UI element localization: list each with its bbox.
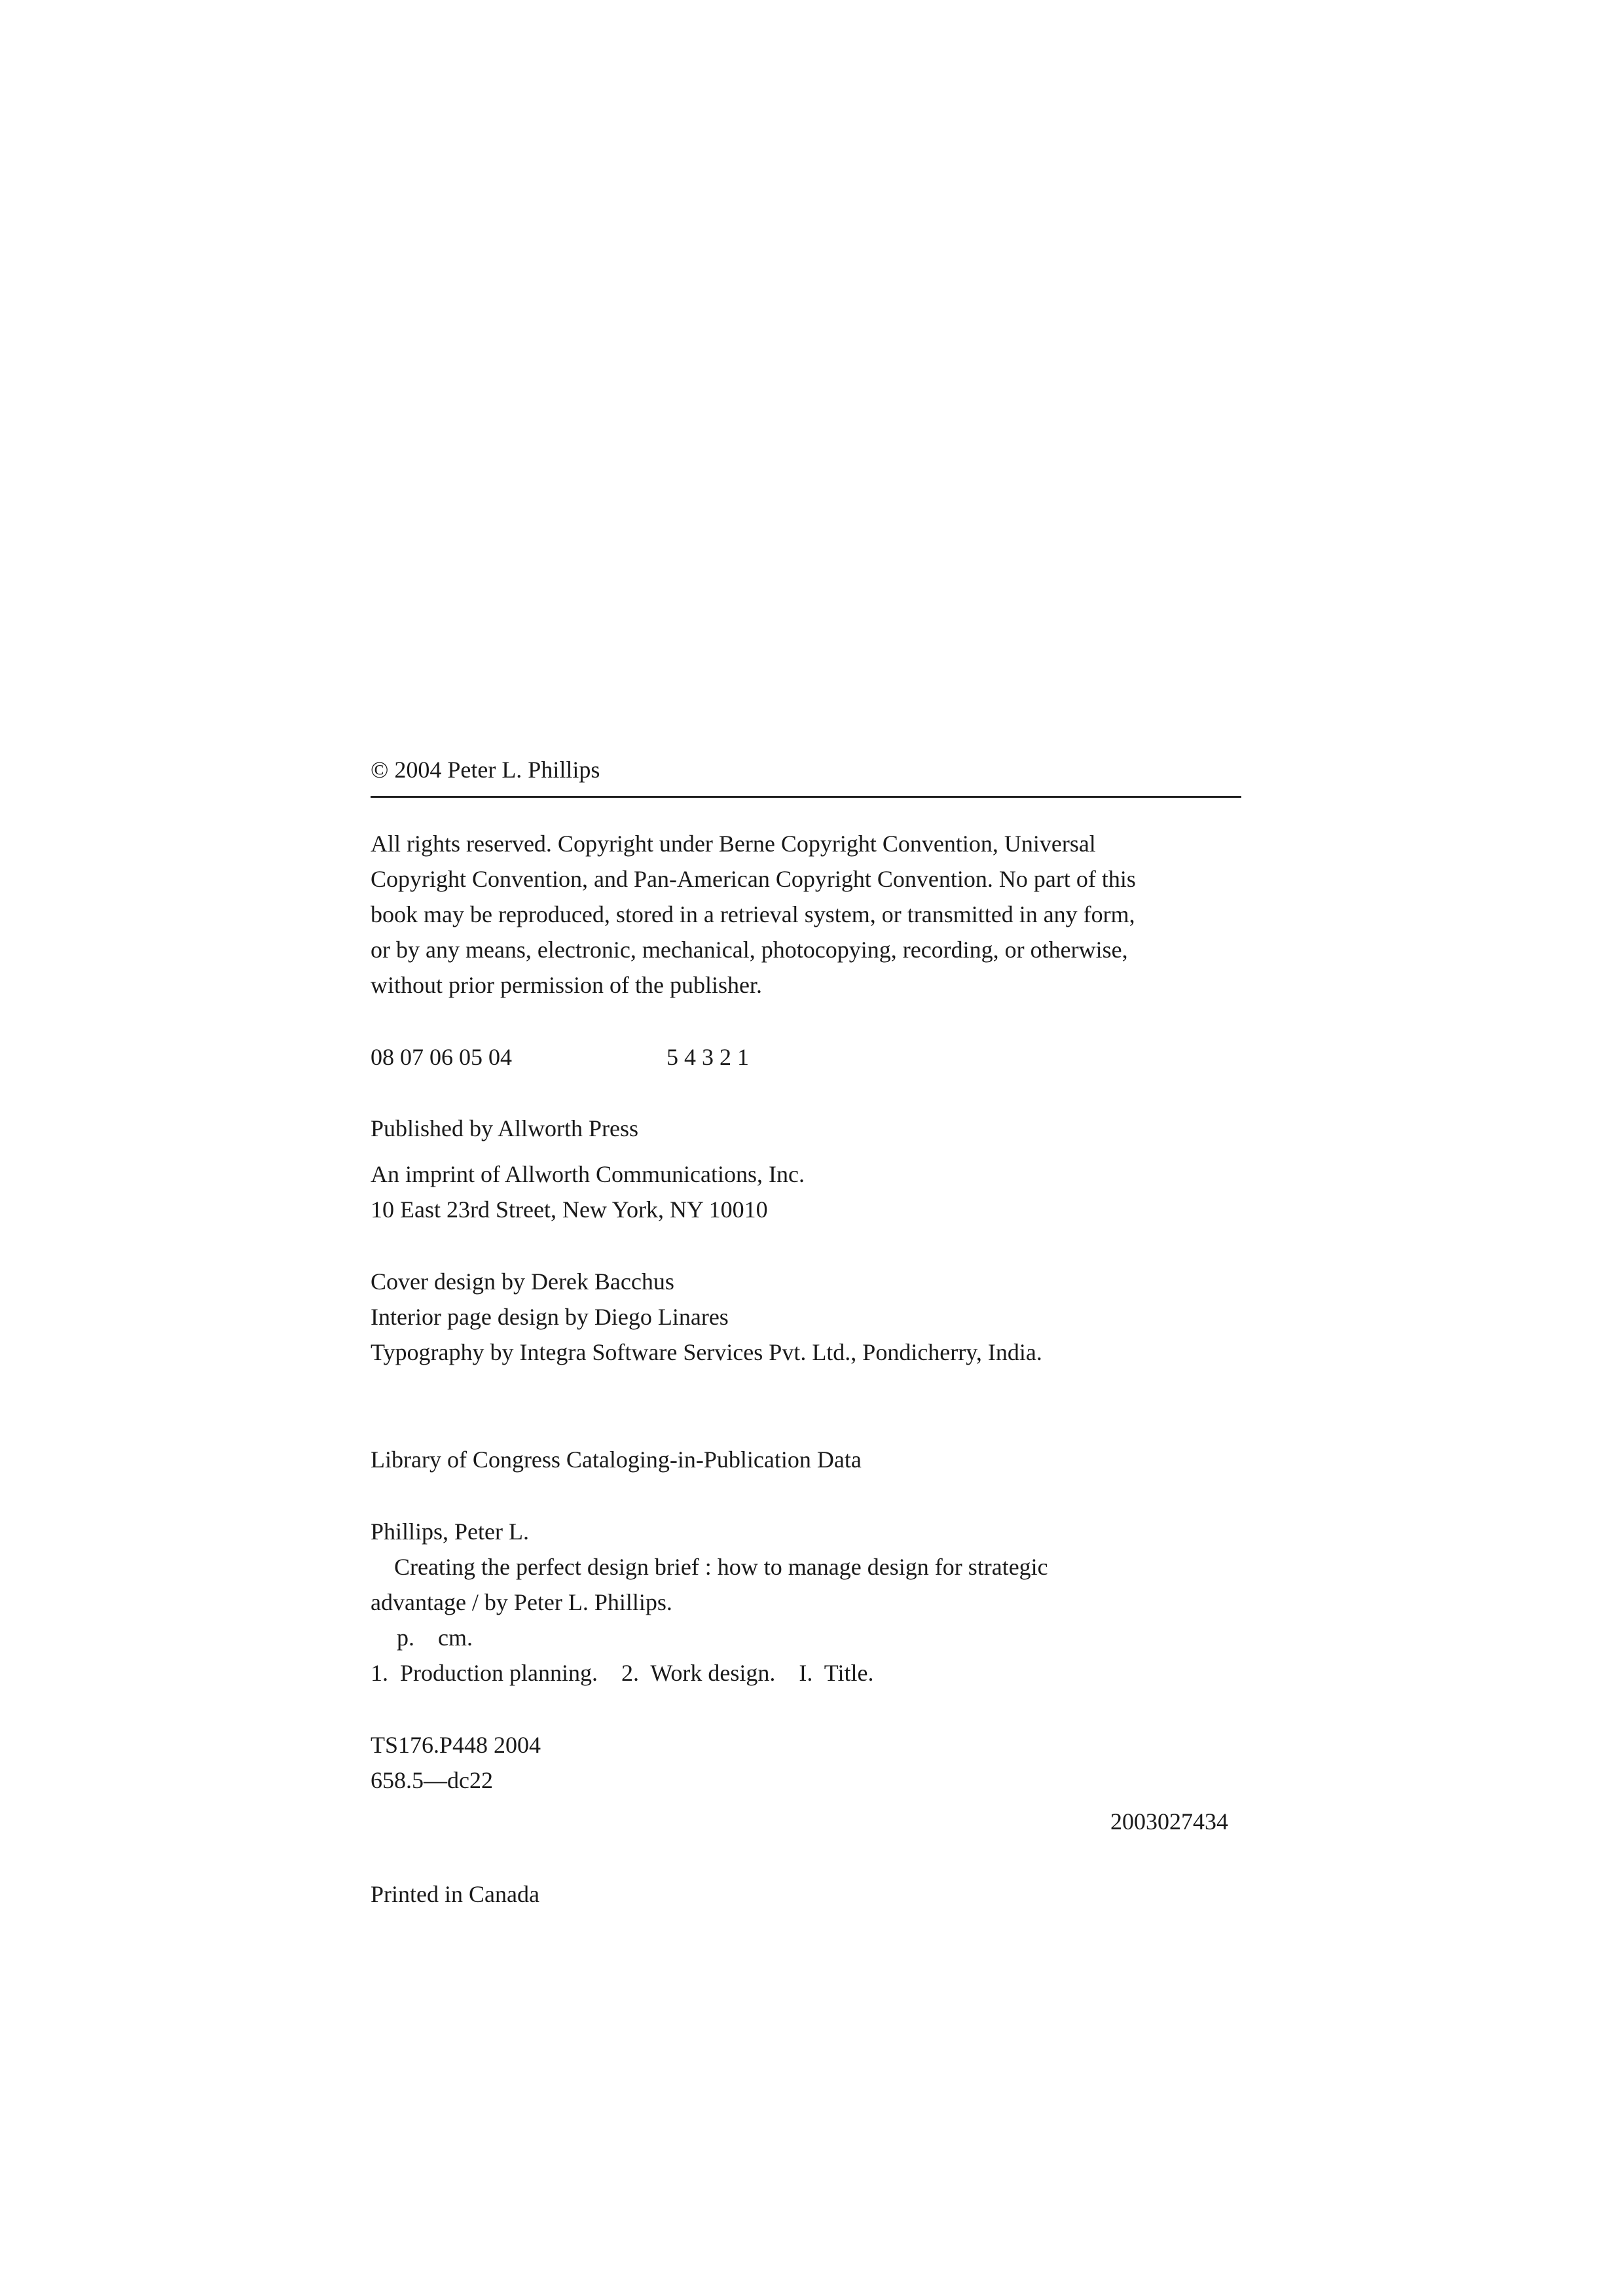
- cip-heading: Library of Congress Cataloging-in-Publication Data: [371, 1446, 862, 1473]
- copyright-line: © 2004 Peter L. Phillips: [371, 757, 600, 783]
- rights-line: or by any means, electronic, mechanical, photocopying, recording, or otherwise,: [371, 937, 1128, 963]
- rights-line: book may be reproduced, stored in a retrieval system, or transmitted in any form,: [371, 901, 1135, 927]
- cip-lc-class: TS176.P448 2004: [371, 1732, 541, 1758]
- cip-title-line: Creating the perfect design brief : how to manage design for strategic: [394, 1554, 1048, 1580]
- credit-line: Interior page design by Diego Linares: [371, 1304, 729, 1330]
- publisher-address: 10 East 23rd Street, New York, NY 10010: [371, 1196, 768, 1223]
- divider-rule: [371, 796, 1241, 798]
- rights-line: All rights reserved. Copyright under Berne Copyright Convention, Universal: [371, 831, 1096, 857]
- cip-lccn: 2003027434: [1110, 1808, 1228, 1835]
- printed-in: Printed in Canada: [371, 1881, 539, 1907]
- rights-line: without prior permission of the publisher.: [371, 972, 762, 998]
- print-numbers: 5 4 3 2 1: [666, 1044, 749, 1070]
- print-years: 08 07 06 05 04: [371, 1044, 512, 1070]
- cip-dewey: 658.5—dc22: [371, 1767, 493, 1793]
- credit-line: Typography by Integra Software Services Pvt. Ltd., Pondicherry, India.: [371, 1339, 1042, 1365]
- cip-author: Phillips, Peter L.: [371, 1518, 529, 1545]
- cip-physical: p. cm.: [397, 1624, 473, 1651]
- imprint: An imprint of Allworth Communications, Inc.: [371, 1161, 805, 1187]
- cip-title-line: advantage / by Peter L. Phillips.: [371, 1589, 672, 1615]
- credit-line: Cover design by Derek Bacchus: [371, 1268, 674, 1295]
- cip-subjects: 1. Production planning. 2. Work design. I. Title.: [371, 1660, 874, 1686]
- published-by: Published by Allworth Press: [371, 1115, 639, 1141]
- rights-line: Copyright Convention, and Pan-American Copyright Convention. No part of this: [371, 866, 1136, 892]
